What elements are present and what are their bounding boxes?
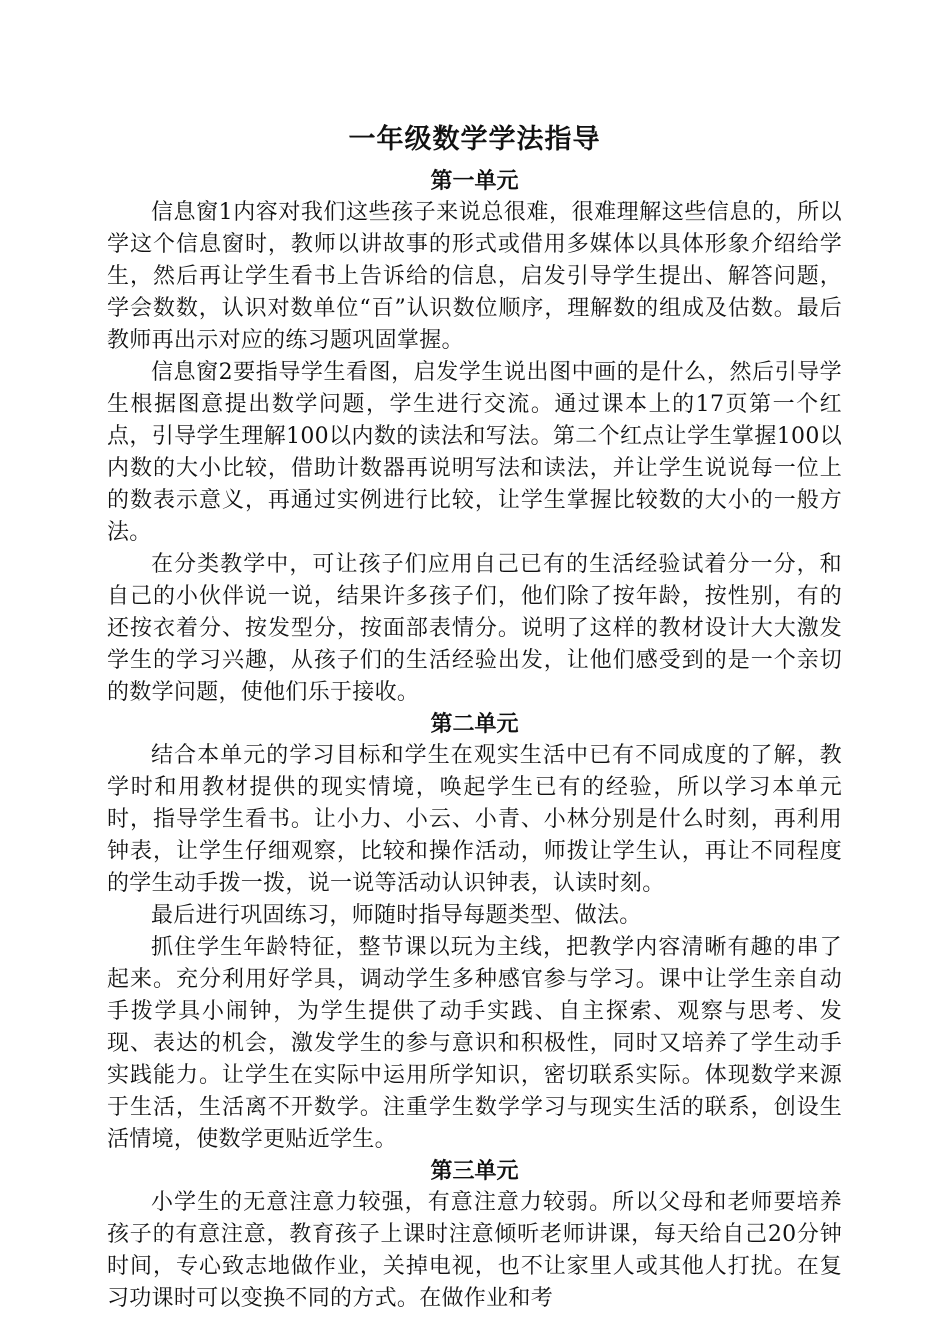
section-unit-2 bbox=[107, 709, 842, 1156]
section-unit-1 bbox=[107, 166, 842, 709]
paragraph: 信息窗2要指导学生看图，启发学生说出图中画的是什么，然后引导学生根据图意提出数学问题，学生进行交流。通过课本上的17页第一个红点，引导学生理解100以内数的读法和写法。第二个红点让学生掌握100以内数的大小比较，借助计数器再说明写法和读法，并让学生说说每一位上的数表示意义，再通过实例进行比较，让学生掌握比较数的大小的一般方法。 bbox=[107, 360, 842, 545]
section-heading: 第二单元 bbox=[430, 711, 519, 737]
document-page bbox=[107, 118, 842, 1315]
paragraph: 小学生的无意注意力较强，有意注意力较弱。所以父母和老师要培养孩子的有意注意，教育孩子上课时注意倾听老师讲课，每天给自己20分钟时间，专心致志地做作业，关掉电视，也不让家里人或其他人打扰。在复习功课时可以变换不同的方式。在做作业和考 bbox=[107, 1190, 842, 1311]
paragraph: 信息窗1内容对我们这些孩子来说总很难，很难理解这些信息的，所以学这个信息窗时，教师以讲故事的形式或借用多媒体以具体形象介绍给学生，然后再让学生看书上告诉给的信息，启发引导学生提出、解答问题，学会数数，认识对数单位“百”认识数位顺序，理解数的组成及估数。最后教师再出示对应的练习题巩固掌握。 bbox=[107, 200, 842, 353]
section-unit-3 bbox=[107, 1156, 842, 1315]
paragraph: 在分类教学中，可让孩子们应用自己已有的生活经验试着分一分，和自己的小伙伴说一说，结果许多孩子们，他们除了按年龄，按性别，有的还按衣着分、按发型分，按面部表情分。说明了这样的教材设计大大激发学生的学习兴趣，从孩子们的生活经验出发，让他们感受到的是一个亲切的数学问题，使他们乐于接收。 bbox=[107, 552, 842, 705]
paragraph: 抓住学生年龄特征，整节课以玩为主线，把教学内容清晰有趣的串了起来。充分利用好学具，调动学生多种感官参与学习。课中让学生亲自动手拨学具小闹钟，为学生提供了动手实践、自主探索、观察与思考、发现、表达的机会，激发学生的参与意识和积极性，同时又培养了学生动手实践能力。让学生在实际中运用所学知识，密切联系实际。体现数学来源于生活，生活离不开数学。注重学生数学学习与现实生活的联系，创设生活情境，使数学更贴近学生。 bbox=[107, 935, 842, 1152]
paragraph: 最后进行巩固练习，师随时指导每题类型、做法。 bbox=[151, 903, 642, 928]
section-heading: 第一单元 bbox=[430, 168, 519, 194]
section-heading: 第三单元 bbox=[430, 1158, 519, 1184]
paragraph: 结合本单元的学习目标和学生在观实生活中已有不同成度的了解，教学时和用教材提供的现实情境，唤起学生已有的经验，所以学习本单元时，指导学生看书。让小力、小云、小青、小林分别是什么时刻，再利用钟表，让学生仔细观察，比较和操作活动，师拨让学生认，再让不同程度的学生动手拨一拨，说一说等活动认识钟表，认读时刻。 bbox=[107, 743, 842, 896]
document-title: 一年级数学学法指导 bbox=[348, 124, 601, 155]
